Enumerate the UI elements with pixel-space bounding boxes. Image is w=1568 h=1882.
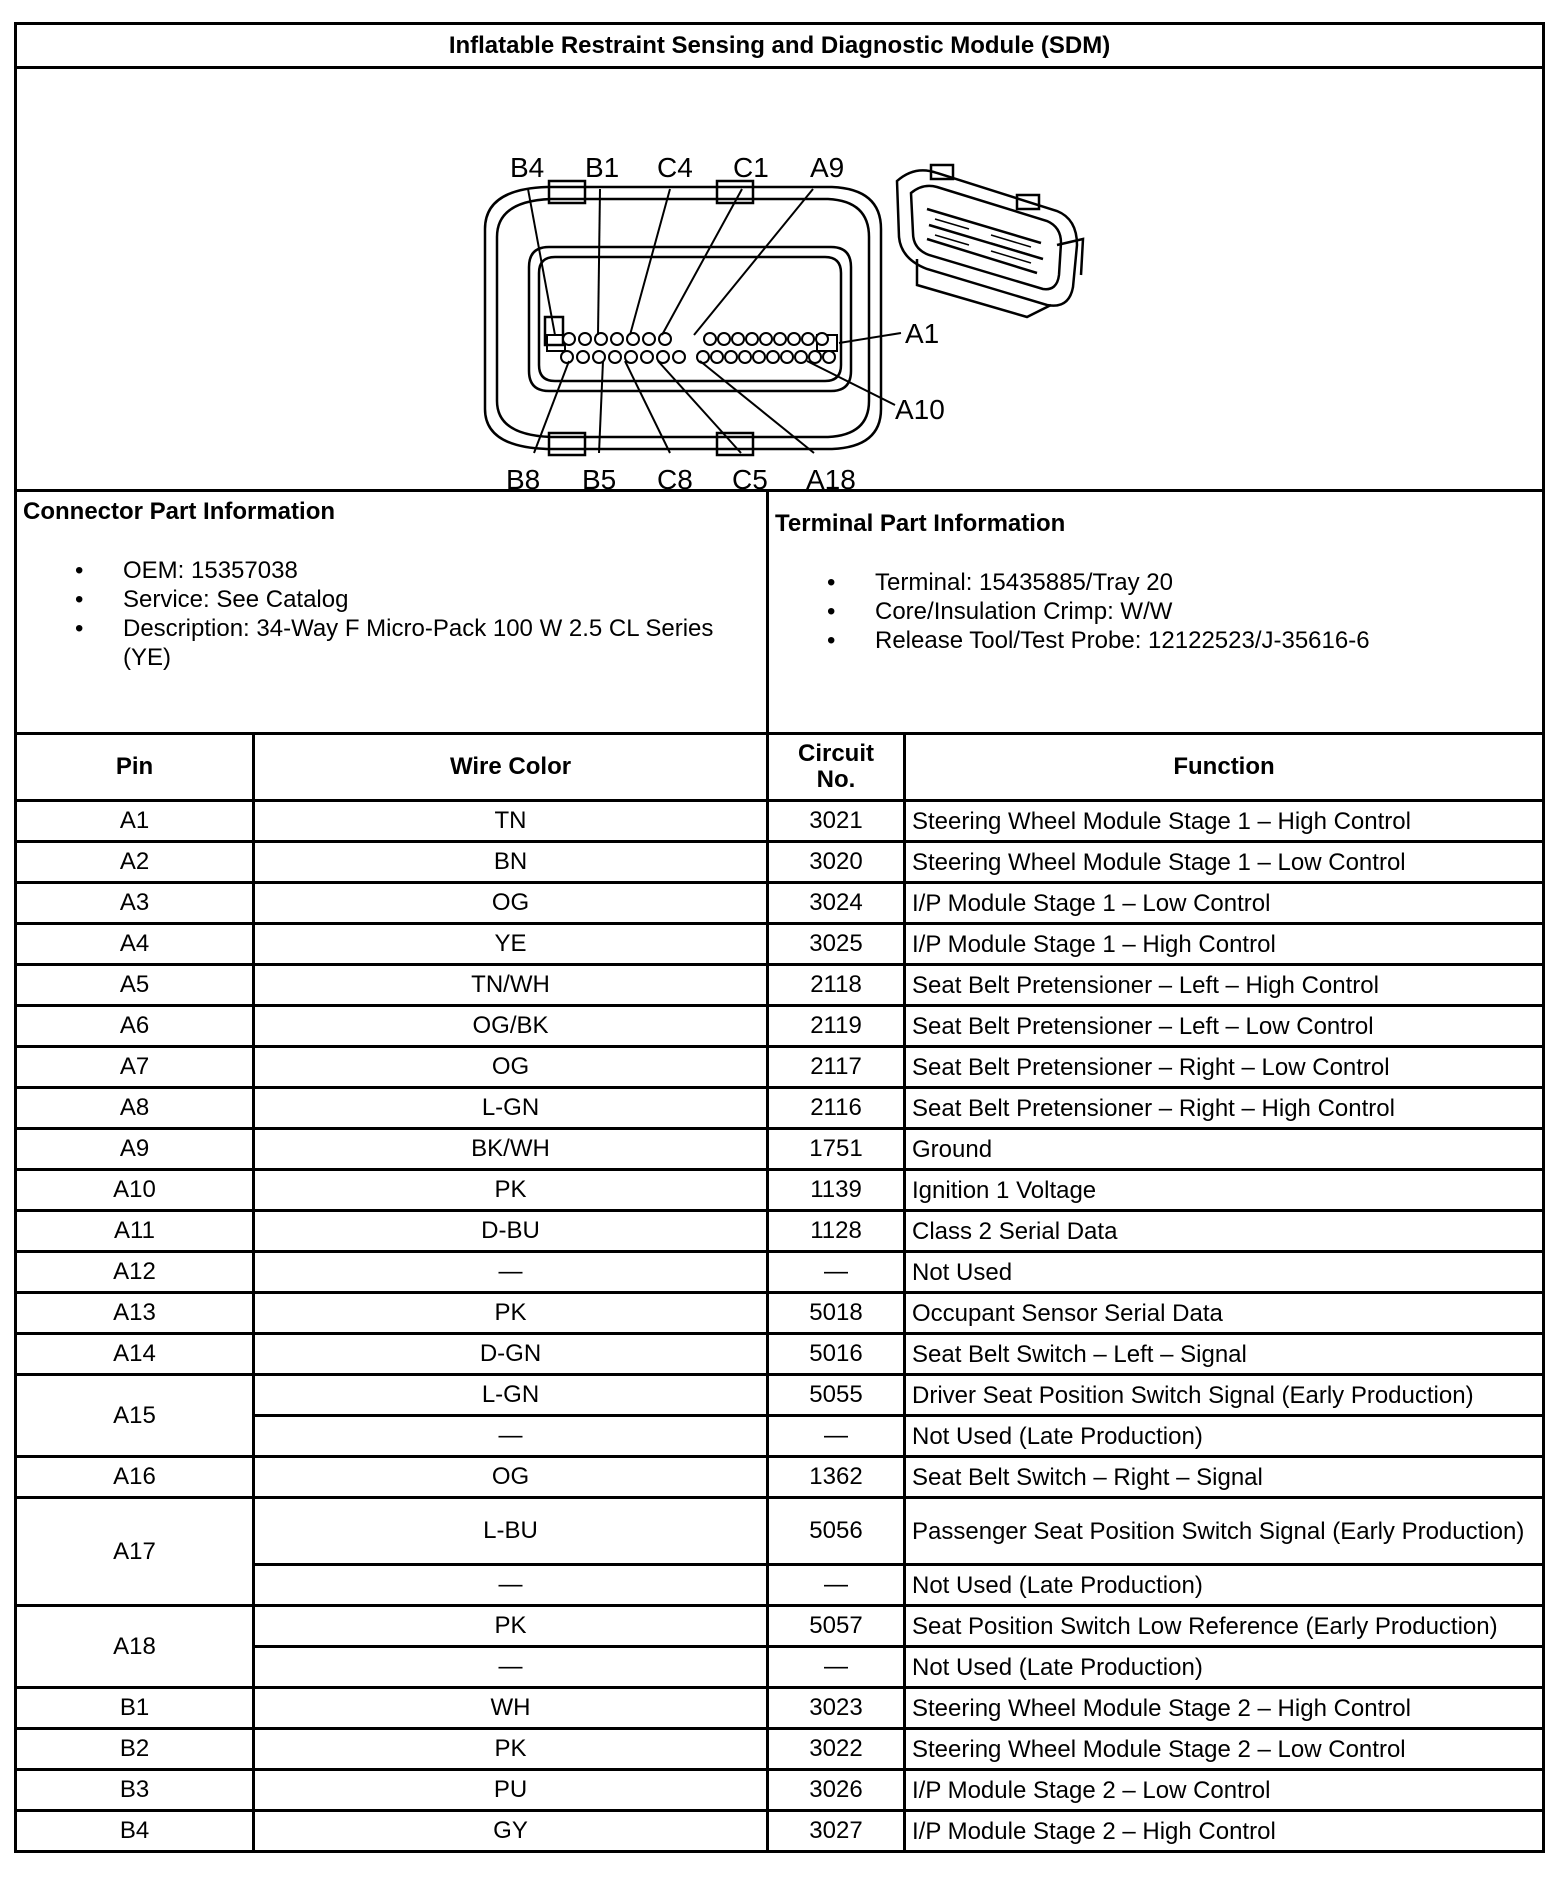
function-cell: Seat Belt Pretensioner – Left – Low Control (905, 1006, 1544, 1047)
table-row (16, 1252, 1544, 1293)
pin-cell: A16 (16, 1457, 254, 1498)
function-cell: Steering Wheel Module Stage 1 – High Control (905, 801, 1544, 842)
wire-color-cell: YE (254, 924, 768, 965)
terminal-info-heading: Terminal Part Information (775, 510, 1066, 537)
table-row (16, 1770, 1544, 1811)
connector-table (14, 22, 1545, 1853)
circuit-cell: 5016 (768, 1334, 905, 1375)
connector-face-diagram (17, 69, 1539, 489)
pin-cavity (788, 333, 800, 345)
connector-part-info (16, 491, 768, 734)
pin-cavity (595, 333, 607, 345)
document-title: Inflatable Restraint Sensing and Diagnostic Module (SDM) (16, 24, 1544, 68)
function-cell: Steering Wheel Module Stage 1 – Low Control (905, 842, 1544, 883)
circuit-cell: 5056 (768, 1498, 905, 1565)
circuit-cell: 2117 (768, 1047, 905, 1088)
table-row (16, 1811, 1544, 1852)
pin-cell: A14 (16, 1334, 254, 1375)
table-row (16, 1211, 1544, 1252)
pin-cell: B3 (16, 1770, 254, 1811)
label-c1: C1 (733, 152, 769, 183)
pin-cavity (563, 333, 575, 345)
pin-cell: A6 (16, 1006, 254, 1047)
label-a1: A1 (905, 318, 940, 349)
label-a9: A9 (810, 152, 845, 183)
connector-info-description: • Description: 34-Way F Micro-Pack 100 W 2.5 CL Series (YE) (123, 614, 766, 672)
pin-cavity (809, 351, 821, 363)
circuit-cell: 2119 (768, 1006, 905, 1047)
connector-info-list (17, 556, 766, 672)
table-row (16, 1729, 1544, 1770)
function-cell: Seat Position Switch Low Reference (Early Production) (905, 1606, 1544, 1647)
label-a10: A10 (895, 394, 945, 425)
pin-cell: A8 (16, 1088, 254, 1129)
pin-cavity (767, 351, 779, 363)
wire-color-cell: — (254, 1565, 768, 1606)
pin-cavity (725, 351, 737, 363)
terminal-info-crimp: • Core/Insulation Crimp: W/W (875, 597, 1542, 626)
table-header-row (16, 734, 1544, 801)
circuit-cell: 5018 (768, 1293, 905, 1334)
circuit-cell: 1362 (768, 1457, 905, 1498)
function-cell: Seat Belt Pretensioner – Right – Low Control (905, 1047, 1544, 1088)
pin-cell: A10 (16, 1170, 254, 1211)
table-row (16, 924, 1544, 965)
pin-cavity (641, 351, 653, 363)
label-b8: B8 (506, 464, 541, 489)
function-cell: Ground (905, 1129, 1544, 1170)
wire-color-cell: OG (254, 883, 768, 924)
wire-color-cell: BN (254, 842, 768, 883)
table-row (16, 1606, 1544, 1647)
function-cell: Seat Belt Pretensioner – Left – High Control (905, 965, 1544, 1006)
pin-cavity (739, 351, 751, 363)
pin-cavity (704, 333, 716, 345)
wire-color-cell: L-GN (254, 1088, 768, 1129)
pin-cavity (781, 351, 793, 363)
pin-cavity (577, 351, 589, 363)
function-cell: Passenger Seat Position Switch Signal (Early Production) (905, 1498, 1544, 1565)
table-row (16, 1293, 1544, 1334)
circuit-cell: 3027 (768, 1811, 905, 1852)
label-c8: C8 (657, 464, 693, 489)
function-cell: Not Used (Late Production) (905, 1647, 1544, 1688)
function-cell: I/P Module Stage 1 – High Control (905, 924, 1544, 965)
connector-info-heading: Connector Part Information (23, 498, 336, 525)
pin-cavity (609, 351, 621, 363)
function-cell: Not Used (905, 1252, 1544, 1293)
header-circuit-no (768, 734, 905, 801)
pin-cavity (746, 333, 758, 345)
pin-cavity (816, 333, 828, 345)
wire-color-cell: PK (254, 1729, 768, 1770)
function-cell: Steering Wheel Module Stage 2 – Low Control (905, 1729, 1544, 1770)
pin-cavity (673, 351, 685, 363)
wire-color-cell: L-BU (254, 1498, 768, 1565)
table-row (16, 965, 1544, 1006)
header-circuit-line2: No. (816, 766, 856, 793)
circuit-cell: — (768, 1565, 905, 1606)
function-cell: Steering Wheel Module Stage 2 – High Control (905, 1688, 1544, 1729)
connector-info-service: • Service: See Catalog (123, 585, 766, 614)
pin-cell: A1 (16, 801, 254, 842)
pin-cavity (579, 333, 591, 345)
circuit-cell: 3024 (768, 883, 905, 924)
circuit-cell: 2118 (768, 965, 905, 1006)
pin-cavity (643, 333, 655, 345)
pin-cell: A5 (16, 965, 254, 1006)
wire-color-cell: D-BU (254, 1211, 768, 1252)
function-cell: Ignition 1 Voltage (905, 1170, 1544, 1211)
pin-cell: A17 (16, 1498, 254, 1606)
function-cell: Class 2 Serial Data (905, 1211, 1544, 1252)
pin-cavity (732, 333, 744, 345)
circuit-cell: 1751 (768, 1129, 905, 1170)
circuit-cell: 3025 (768, 924, 905, 965)
pin-cavity (795, 351, 807, 363)
pin-cavity (611, 333, 623, 345)
wire-color-cell: — (254, 1647, 768, 1688)
wire-color-cell: PU (254, 1770, 768, 1811)
pin-cell: B2 (16, 1729, 254, 1770)
connector-info-oem: • OEM: 15357038 (123, 556, 766, 585)
wire-color-cell: OG/BK (254, 1006, 768, 1047)
terminal-info-tool: • Release Tool/Test Probe: 12122523/J-35616-6 (875, 626, 1542, 655)
pin-cell: A13 (16, 1293, 254, 1334)
pin-cell: A12 (16, 1252, 254, 1293)
table-row (16, 1334, 1544, 1375)
connector-perspective-image (897, 165, 1083, 317)
table-row (16, 1006, 1544, 1047)
function-cell: I/P Module Stage 2 – High Control (905, 1811, 1544, 1852)
wire-color-cell: WH (254, 1688, 768, 1729)
function-cell: Driver Seat Position Switch Signal (Early Production) (905, 1375, 1544, 1416)
pin-cell: A3 (16, 883, 254, 924)
wire-color-cell: L-GN (254, 1375, 768, 1416)
header-function: Function (905, 734, 1544, 801)
circuit-cell: 2116 (768, 1088, 905, 1129)
circuit-cell: 5057 (768, 1606, 905, 1647)
function-cell: Seat Belt Switch – Right – Signal (905, 1457, 1544, 1498)
header-wire-color: Wire Color (254, 734, 768, 801)
wire-color-cell: — (254, 1416, 768, 1457)
label-a18: A18 (806, 464, 856, 489)
table-row (16, 1457, 1544, 1498)
pin-cavity (718, 333, 730, 345)
circuit-cell: 3023 (768, 1688, 905, 1729)
pin-cavity (823, 351, 835, 363)
pin-cavity (561, 351, 573, 363)
circuit-cell: 3021 (768, 801, 905, 842)
wire-color-cell: PK (254, 1606, 768, 1647)
pin-cell: B1 (16, 1688, 254, 1729)
leader-lines (528, 189, 901, 453)
label-c4: C4 (657, 152, 693, 183)
terminal-info-list (769, 568, 1542, 655)
function-cell: Not Used (Late Production) (905, 1565, 1544, 1606)
function-cell: Seat Belt Pretensioner – Right – High Control (905, 1088, 1544, 1129)
pin-cavity (711, 351, 723, 363)
circuit-cell: 5055 (768, 1375, 905, 1416)
function-cell: Seat Belt Switch – Left – Signal (905, 1334, 1544, 1375)
pin-cavities (561, 333, 835, 363)
circuit-cell: 3026 (768, 1770, 905, 1811)
pin-cavity (760, 333, 772, 345)
circuit-cell: 3020 (768, 842, 905, 883)
wire-color-cell: OG (254, 1047, 768, 1088)
pin-cavity (627, 333, 639, 345)
pin-cell: A18 (16, 1606, 254, 1688)
circuit-cell: — (768, 1252, 905, 1293)
pin-cell: B4 (16, 1811, 254, 1852)
table-row (16, 1375, 1544, 1416)
wire-color-cell: D-GN (254, 1334, 768, 1375)
table-row (16, 1170, 1544, 1211)
pin-cell: A11 (16, 1211, 254, 1252)
function-cell: I/P Module Stage 2 – Low Control (905, 1770, 1544, 1811)
pin-cavity (697, 351, 709, 363)
connector-diagram-cell (16, 68, 1544, 491)
pin-cell: A9 (16, 1129, 254, 1170)
wire-color-cell: GY (254, 1811, 768, 1852)
pin-cell: A4 (16, 924, 254, 965)
function-cell: Occupant Sensor Serial Data (905, 1293, 1544, 1334)
circuit-cell: 3022 (768, 1729, 905, 1770)
table-row (16, 1129, 1544, 1170)
circuit-cell: 1128 (768, 1211, 905, 1252)
pin-cavity (802, 333, 814, 345)
wire-color-cell: TN/WH (254, 965, 768, 1006)
function-cell: Not Used (Late Production) (905, 1416, 1544, 1457)
label-b5: B5 (582, 464, 617, 489)
header-pin: Pin (16, 734, 254, 801)
table-row (16, 842, 1544, 883)
table-row (16, 883, 1544, 924)
header-circuit-line1: Circuit (797, 740, 874, 767)
wire-color-cell: BK/WH (254, 1129, 768, 1170)
circuit-cell: — (768, 1647, 905, 1688)
wire-color-cell: OG (254, 1457, 768, 1498)
circuit-cell: — (768, 1416, 905, 1457)
table-row (16, 1498, 1544, 1565)
pin-cell: A2 (16, 842, 254, 883)
terminal-info-terminal: • Terminal: 15435885/Tray 20 (875, 568, 1542, 597)
label-c5: C5 (732, 464, 768, 489)
label-b4: B4 (510, 152, 545, 183)
pin-cavity (659, 333, 671, 345)
pin-rows (16, 801, 1544, 1852)
pin-cavity (774, 333, 786, 345)
pin-cell: A7 (16, 1047, 254, 1088)
pin-cavity (625, 351, 637, 363)
wire-color-cell: PK (254, 1293, 768, 1334)
wire-color-cell: — (254, 1252, 768, 1293)
connector-body-outline (485, 181, 881, 455)
wire-color-cell: TN (254, 801, 768, 842)
table-row (16, 1088, 1544, 1129)
table-row (16, 1047, 1544, 1088)
table-row (16, 1688, 1544, 1729)
table-row (16, 801, 1544, 842)
label-b1: B1 (585, 152, 620, 183)
sdm-connector-document (14, 22, 1542, 1853)
terminal-part-info (768, 491, 1544, 734)
wire-color-cell: PK (254, 1170, 768, 1211)
circuit-cell: 1139 (768, 1170, 905, 1211)
function-cell: I/P Module Stage 1 – Low Control (905, 883, 1544, 924)
pin-cavity (753, 351, 765, 363)
pin-cell: A15 (16, 1375, 254, 1457)
